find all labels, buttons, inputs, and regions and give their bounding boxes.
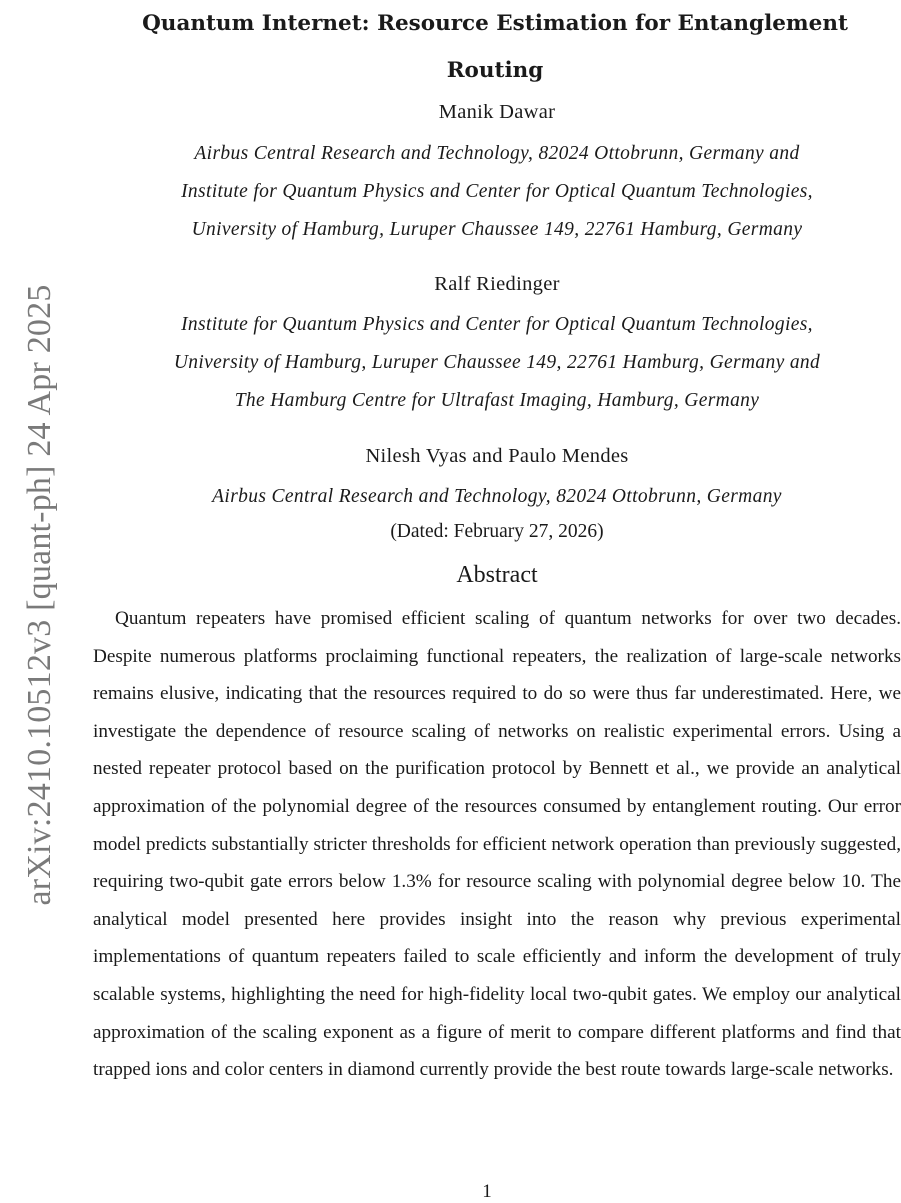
affiliation-line: University of Hamburg, Luruper Chaussee 149, 22761 Hamburg, Germany <box>191 219 803 240</box>
author-3-4-affiliation <box>92 478 901 516</box>
dated-line: (Dated: February 27, 2026) <box>390 521 604 542</box>
paper-title <box>120 0 870 94</box>
affiliation-line: University of Hamburg, Luruper Chaussee 149, 22761 Hamburg, Germany and <box>173 352 821 373</box>
arxiv-identifier: arXiv:2410.10512v3 [quant-ph] 24 Apr 2025 <box>21 284 58 906</box>
author-2-affiliation <box>92 306 901 420</box>
paper-title-line-1: Quantum Internet: Resource Estimation for Entanglement <box>142 11 848 36</box>
author-name-2: Ralf Riedinger <box>434 273 560 295</box>
affiliation-line: Institute for Quantum Physics and Center for Optical Quantum Technologies, <box>181 181 813 202</box>
page-number: 1 <box>482 1181 492 1202</box>
abstract-heading: Abstract <box>456 562 538 588</box>
affiliation-line: Airbus Central Research and Technology, 82024 Ottobrunn, Germany and <box>194 143 800 164</box>
affiliation-line: The Hamburg Centre for Ultrafast Imaging, Hamburg, Germany <box>234 390 760 411</box>
author-1-affiliation <box>92 135 901 249</box>
affiliation-line: Institute for Quantum Physics and Center for Optical Quantum Technologies, <box>181 314 813 335</box>
paper-title-line-2: Routing <box>446 58 544 83</box>
author-name-1: Manik Dawar <box>438 101 556 123</box>
affiliation-line: Airbus Central Research and Technology, 82024 Ottobrunn, Germany <box>212 486 782 507</box>
author-names-3-4: Nilesh Vyas and Paulo Mendes <box>365 445 629 467</box>
abstract-body: Quantum repeaters have promised efficient scaling of quantum networks for over two decades. Despite numerous platforms proclaiming functional repeaters, the realization of large-scale networks remains elusive, indicating that the resources required to do so were thus far underestimated. Here, we investigate the dependence of resource scaling of networks on realistic experimental errors. Using a nested repeater protocol based on the purification protocol by Bennett et al., we provide an analytical approximation of the polynomial degree of the resources consumed by entanglement routing. Our error model predicts substantially stricter thresholds for efficient network operation than previously suggested, requiring two-qubit gate errors below 1.3% for resource scaling with polynomial degree below 10. The analytical model presented here provides insight into the reason why previous experimental implementations of quantum repeaters failed to scale efficiently and inform the development of truly scalable systems, highlighting the need for high-fidelity local two-qubit gates. We employ our analytical approximation of the scaling exponent as a figure of merit to compare different platforms and find that trapped ions and color centers in diamond currently provide the best route towards large-scale networks. <box>93 608 901 1081</box>
